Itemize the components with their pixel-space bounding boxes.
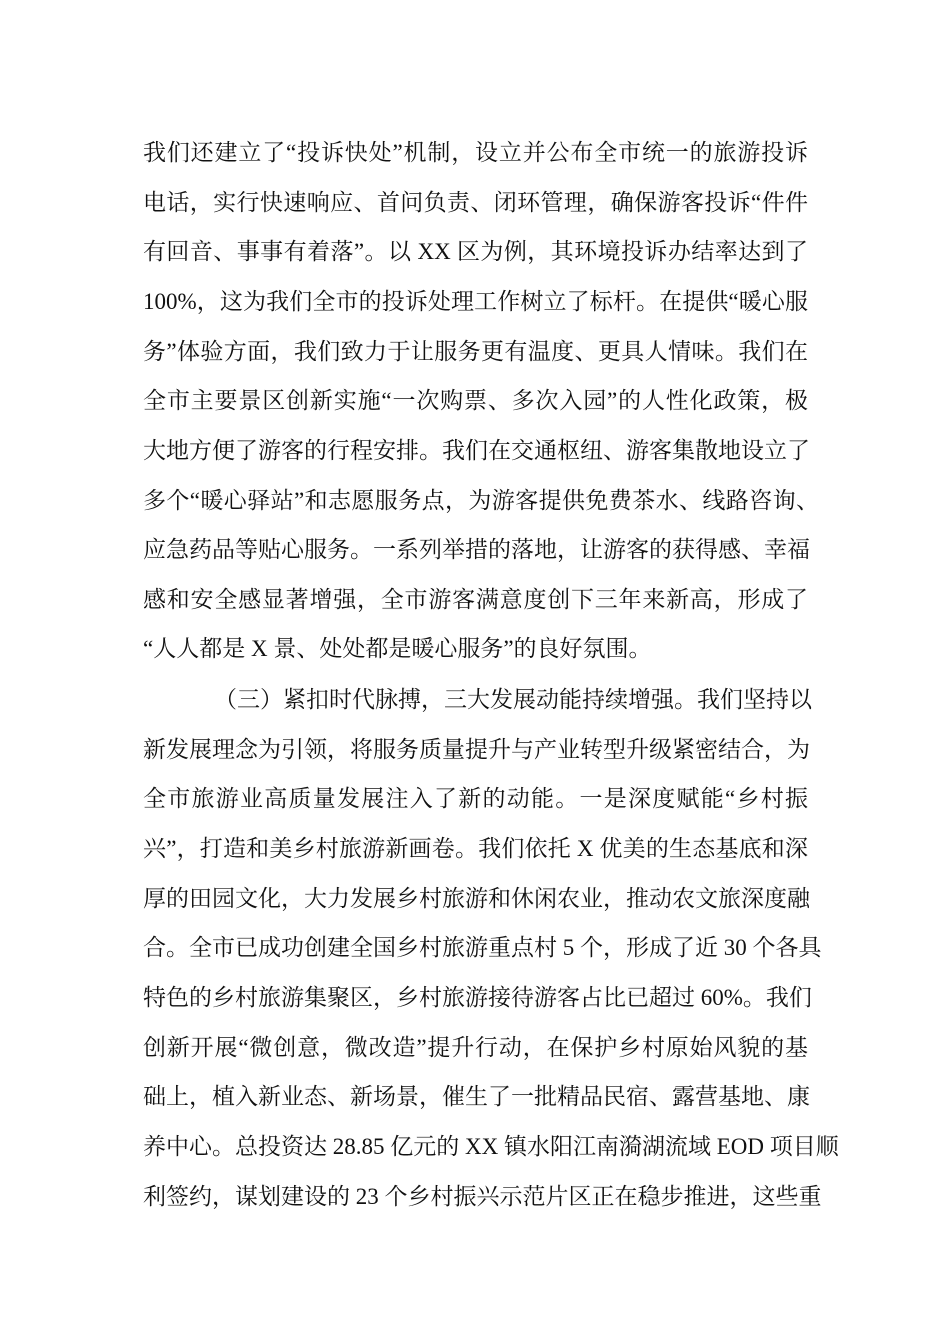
text-line: 全市主要景区创新实施“一次购票、多次入园”的人性化政策，极 bbox=[143, 388, 808, 413]
text-line: 大地方便了游客的行程安排。我们在交通枢纽、游客集散地设立了 bbox=[143, 438, 810, 463]
text-line: 100%，这为我们全市的投诉处理工作树立了标杆。在提供“暖心服 bbox=[143, 289, 808, 314]
text-line: 全市旅游业高质量发展注入了新的动能。一是深度赋能“乡村振 bbox=[143, 786, 808, 811]
text-line: 养中心。总投资达 28.85 亿元的 XX 镇水阳江南漪湖流域 EOD 项目顺 bbox=[143, 1134, 839, 1159]
text-line: 新发展理念为引领，将服务质量提升与产业转型升级紧密结合，为 bbox=[143, 737, 810, 762]
text-line: 兴”，打造和美乡村旅游新画卷。我们依托 X 优美的生态基底和深 bbox=[143, 836, 808, 861]
text-line: 有回音、事事有着落”。以 XX 区为例，其环境投诉办结率达到了 bbox=[143, 239, 808, 264]
section-heading-line: （三）紧扣时代脉搏，三大发展动能持续增强。我们坚持以 bbox=[214, 687, 812, 712]
text-line: 础上，植入新业态、新场景，催生了一批精品民宿、露营基地、康 bbox=[143, 1084, 810, 1109]
text-line: 创新开展“微创意，微改造”提升行动，在保护乡村原始风貌的基 bbox=[143, 1035, 808, 1060]
text-line: 特色的乡村旅游集聚区，乡村旅游接待游客占比已超过 60%。我们 bbox=[143, 985, 812, 1010]
text-line: “人人都是 X 景、处处都是暖心服务”的良好氛围。 bbox=[143, 636, 652, 661]
text-line: 我们还建立了“投诉快处”机制，设立并公布全市统一的旅游投诉 bbox=[143, 140, 808, 165]
text-line: 电话，实行快速响应、首问负责、闭环管理，确保游客投诉“件件 bbox=[143, 190, 808, 215]
text-line: 务”体验方面，我们致力于让服务更有温度、更具人情味。我们在 bbox=[143, 339, 808, 364]
text-line: 利签约，谋划建设的 23 个乡村振兴示范片区正在稳步推进，这些重 bbox=[143, 1184, 822, 1209]
text-line: 感和安全感显著增强，全市游客满意度创下三年来新高，形成了 bbox=[143, 587, 808, 612]
text-line: 应急药品等贴心服务。一系列举措的落地，让游客的获得感、幸福 bbox=[143, 537, 810, 562]
text-line: 多个“暖心驿站”和志愿服务点，为游客提供免费茶水、线路咨询、 bbox=[143, 488, 819, 513]
text-line: 厚的田园文化，大力发展乡村旅游和休闲农业，推动农文旅深度融 bbox=[143, 886, 810, 911]
text-line: 合。全市已成功创建全国乡村旅游重点村 5 个，形成了近 30 个各具 bbox=[143, 935, 822, 960]
